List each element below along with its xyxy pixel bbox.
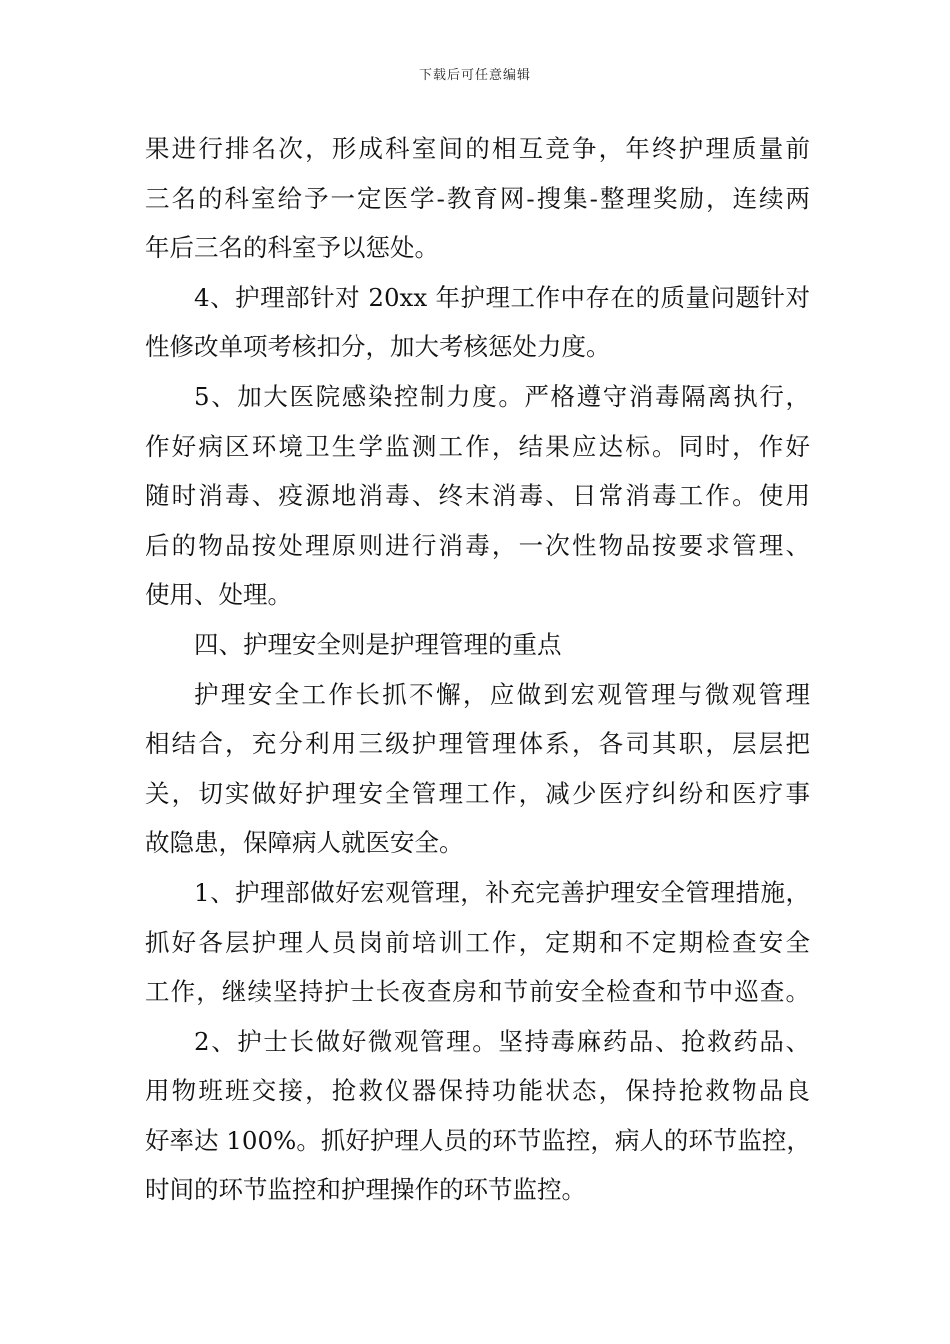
text-line: 5、加大医院感染控制力度。严格遵守消毒隔离执行，: [194, 381, 810, 411]
text-line: 好率达 100%。抓好护理人员的环节监控，病人的环节监控，: [145, 1125, 811, 1155]
text-line: 2、护士长做好微观管理。坚持毒麻药品、抢救药品、: [194, 1026, 810, 1056]
text-line: 相结合，充分利用三级护理管理体系，各司其职，层层把: [145, 729, 810, 759]
text-line: 1、护理部做好宏观管理，补充完善护理安全管理措施，: [194, 877, 810, 907]
text-line: 性修改单项考核扣分，加大考核惩处力度。: [145, 332, 611, 362]
text-line: 护理安全工作长抓不懈，应做到宏观管理与微观管理: [194, 679, 810, 709]
text-line: 用物班班交接，抢救仪器保持功能状态，保持抢救物品良: [145, 1076, 810, 1106]
text-line: 果进行排名次，形成科室间的相互竞争，年终护理质量前: [145, 134, 810, 163]
text-line: 作好病区环境卫生学监测工作，结果应达标。同时，作好: [145, 431, 810, 461]
page-header-note: 下载后可任意编辑: [418, 68, 531, 83]
body-text: [145, 124, 810, 1215]
text-line: 关，切实做好护理安全管理工作，减少医疗纠纷和医疗事: [145, 778, 810, 808]
text-line: 年后三名的科室予以惩处。: [145, 233, 439, 263]
text-line: 时间的环节监控和护理操作的环节监控。: [145, 1175, 586, 1205]
text-line: 4、护理部针对 20xx 年护理工作中存在的质量问题针对: [194, 282, 810, 312]
text-line: 四、护理安全则是护理管理的重点: [194, 629, 562, 659]
text-line: 使用、处理。: [145, 580, 292, 610]
text-line: 工作，继续坚持护士长夜查房和节前安全检查和节中巡查。: [145, 977, 810, 1007]
text-line: 随时消毒、疫源地消毒、终末消毒、日常消毒工作。使用: [145, 481, 810, 511]
text-line: 抓好各层护理人员岗前培训工作，定期和不定期检查安全: [145, 927, 810, 957]
text-line: 三名的科室给予一定医学-教育网-搜集-整理奖励，连续两: [145, 183, 810, 213]
text-line: 故隐患，保障病人就医安全。: [145, 828, 464, 858]
text-line: 后的物品按处理原则进行消毒，一次性物品按要求管理、: [145, 530, 810, 560]
